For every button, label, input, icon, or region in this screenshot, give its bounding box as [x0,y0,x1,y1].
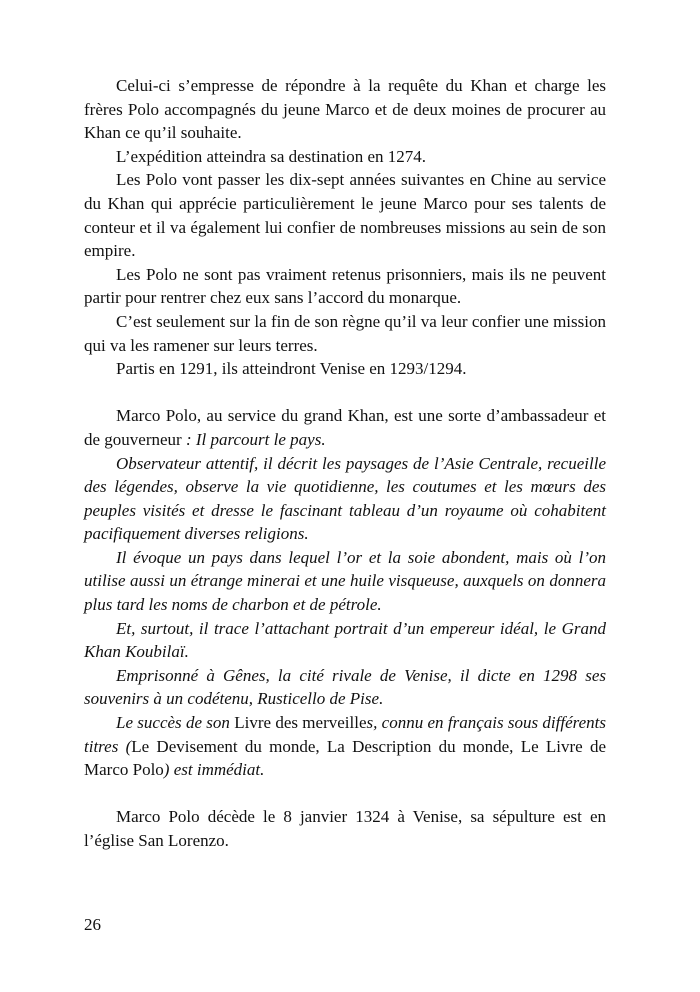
paragraph: C’est seulement sur la fin de son règne qu’il va leur confier une mission qui va les ramener sur leurs terres. [84,311,606,355]
paragraph: Les Polo ne sont pas vraiment retenus prisonniers, mais ils ne peuvent partir pour rentrer chez eux sans l’accord du monarque. [84,264,606,308]
paragraph-italic [84,452,606,546]
paragraph-book-titles [84,711,606,782]
paragraph-closing: Marco Polo décède le 8 janvier 1324 à Venise, sa sépulture est en l’église San Lorenzo. [84,807,606,850]
text-italic: Il évoque un pays dans lequel l’or et la soie abondent, mais où l’on utilise aussi un étrange minerai et une huile visqueuse, auxquels on donnera plus tard les noms de charbon et de pétrole. [84,547,606,615]
text-italic: Emprisonné à Gênes, la cité rivale de Venise, il dicte en 1298 ses souvenirs à un codétenu, Rusticello de Pise. [84,665,606,709]
text-roman: Marco Polo, au service du grand Khan, est une sorte d’ambassadeur et de gouverneur [84,406,606,449]
text-italic: : Il parcourt le pays. [185,429,326,449]
page-text [84,74,606,853]
paragraph: Les Polo vont passer les dix-sept années suivantes en Chine au service du Khan qui apprécie particulièrement le jeune Marco pour ses talents de conteur et il va également lui confier de nombreuses missions au sein de son empire. [84,170,606,261]
book-title: Livre des merveille [234,713,367,733]
text-italic: ) est immédiat. [163,760,265,780]
text-italic: Le succès de son [116,713,235,733]
text-italic: Observateur attentif, il décrit les paysages de l’Asie Centrale, recueille des légendes, observe la vie quotidienne, les coutumes et les mœurs des peuples visités et dresse le fascinant tableau d’un royaume où cohabitent pacifiquement diverses religions. [84,453,606,544]
book-alt-titles: Le Devisement du monde, La Description du monde, Le Livre de Marco Polo [84,736,606,780]
paragraph: L’expédition atteindra sa destination en 1274. [116,146,427,166]
text-italic: s, connu en français sous différents titres ( [84,713,606,756]
paragraph: Celui-ci s’empresse de répondre à la requête du Khan et charge les frères Polo accompagnés du jeune Marco et de deux moines de procurer au Khan ce qu’il souhaite. [84,76,606,143]
text-italic: Et, surtout, il trace l’attachant portrait d’un empereur idéal, le Grand Khan Koubilaï. [84,618,606,662]
page-number: 26 [84,915,101,934]
paragraph: Partis en 1291, ils atteindront Venise en 1293/1294. [116,359,467,379]
paragraph-italic [84,664,606,711]
paragraph-italic [84,546,606,617]
paragraph-ambassador [84,404,606,451]
paragraph-italic [84,617,606,664]
